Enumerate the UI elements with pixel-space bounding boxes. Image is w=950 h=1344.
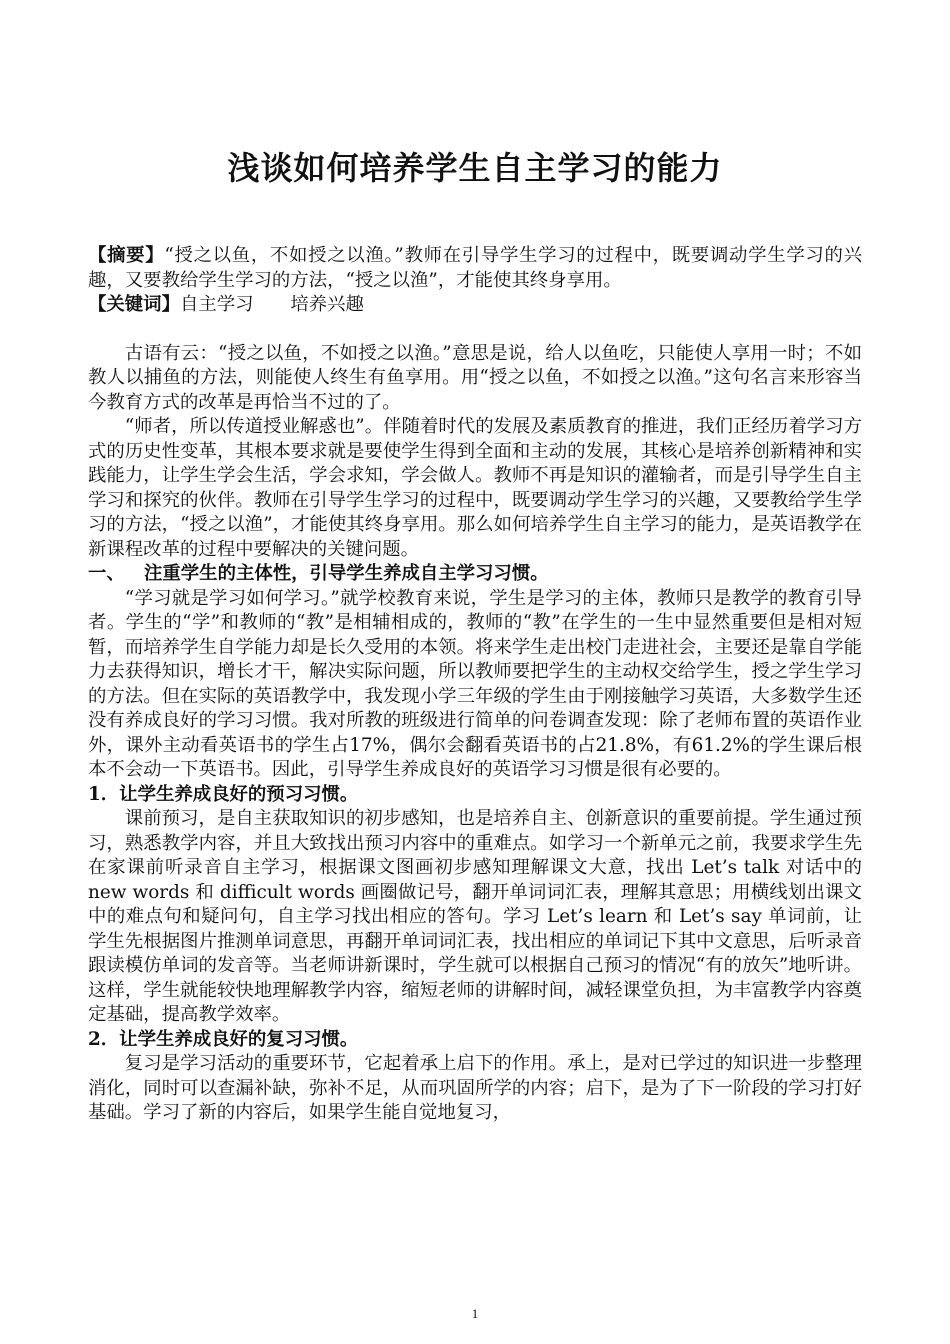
paragraph-intro-2: “师者，所以传道授业解惑也”。伴随着时代的发展及素质教育的推进，我们正经历着学习方式的历史性变革，其根本要求就是要使学生得到全面和主动的发展，其核心是培养创新精神和实践能力，让学生学会生活，学会求知，学会做人。教师不再是知识的灌输者，而是引导学生自主学习和探究的伙伴。教师在引导学生学习的过程中，既要调动学生学习的兴趣，又要教给学生学习的方法，“授之以渔”，才能使其终身享用。那么如何培养学生自主学习的能力，是英语教学在新课程改革的过程中要解决的关键问题。 xyxy=(88,416,862,560)
paragraph-preview: 课前预习，是自主获取知识的初步感知，也是培养自主、创新意识的重要前提。学生通过预习，熟悉教学内容，并且大致找出预习内容中的重难点。如学习一个新单元之前，我要求学生先在家课前听录音自主学习，根据课文图画初步感知理解课文大意，找出 Let’s talk 对话中的 new words 和 difficult words 画圈做记号，翻开单词词汇表，理解其意思；用横线划出课文中的难点句和疑问句，自主学习找出相应的答句。学习 Let’s learn 和 Let’s say 单词前，让学生先根据图片推测单词意思，再翻开单词词汇表，找出相应的单词记下其中文意思，后听录音跟读模仿单词的发音等。当老师讲新课时，学生就可以根据自己预习的情况“有的放矢”地听讲。这样，学生就能较快地理解教学内容，缩短老师的讲解时间，减轻课堂负担，为丰富教学内容奠定基础，提高教学效率。 xyxy=(88,808,862,1025)
section-heading-1-text: 注重学生的主体性，引导学生养成自主学习习惯。 xyxy=(144,563,549,584)
section-heading-1 xyxy=(88,562,862,587)
subheading-preview: 1．让学生养成良好的预习习惯。 xyxy=(88,783,359,805)
keywords xyxy=(88,293,862,318)
section-heading-1-number: 一、 xyxy=(88,563,125,584)
keywords-label: 【关键词】 xyxy=(88,294,180,315)
keywords-text: 自主学习 培养兴趣 xyxy=(179,294,364,315)
blank-line xyxy=(88,318,862,342)
page-number: 1 xyxy=(471,1306,479,1321)
abstract-label: 【摘要】 xyxy=(88,245,165,266)
document-body xyxy=(88,244,862,1126)
subheading-review: 2．让学生养成良好的复习习惯。 xyxy=(88,1028,359,1050)
paragraph-review: 复习是学习活动的重要环节，它起着承上启下的作用。承上，是对已学过的知识进一步整理消化，同时可以查漏补缺，弥补不足，从而巩固所学的内容；启下，是为了下一阶段的学习打好基础。学习了新的内容后，如果学生能自觉地复习， xyxy=(88,1053,862,1123)
document-title: 浅谈如何培养学生自主学习的能力 xyxy=(227,149,723,187)
abstract xyxy=(88,244,862,293)
abstract-text: “授之以鱼，不如授之以渔。”教师在引导学生学习的过程中，既要调动学生学习的兴趣，又要教给学生学习的方法，“授之以渔”，才能使其终身享用。 xyxy=(88,245,862,291)
paragraph-intro-1: 古语有云：“授之以鱼，不如授之以渔。”意思是说，给人以鱼吃，只能使人享用一时；不如教人以捕鱼的方法，则能使人终生有鱼享用。用“授之以鱼，不如授之以渔。”这句名言来形容当今教育方式的改革是再恰当不过的了。 xyxy=(88,342,862,413)
paragraph-section-1: “学习就是学习如何学习。”就学校教育来说，学生是学习的主体，教师只是教学的教育引导者。学生的“学”和教师的“教”是相辅相成的，教师的“教”在学生的一生中显然重要但是相对短暂，而培养学生自学能力却是长久受用的本领。将来学生走出校门走进社会，主要还是靠自学能力去获得知识，增长才干，解决实际问题，所以教师要把学生的主动权交给学生，授之学生学习的方法。但在实际的英语教学中，我发现小学三年级的学生由于刚接触学习英语，大多数学生还没有养成良好的学习习惯。我对所教的班级进行简单的问卷调查发现：除了老师布置的英语作业外，课外主动看英语书的学生占17%，偶尔会翻看英语书的占21.8%，有61.2%的学生课后根本不会动一下英语书。因此，引导学生养成良好的英语学习习惯是很有必要的。 xyxy=(88,587,862,780)
